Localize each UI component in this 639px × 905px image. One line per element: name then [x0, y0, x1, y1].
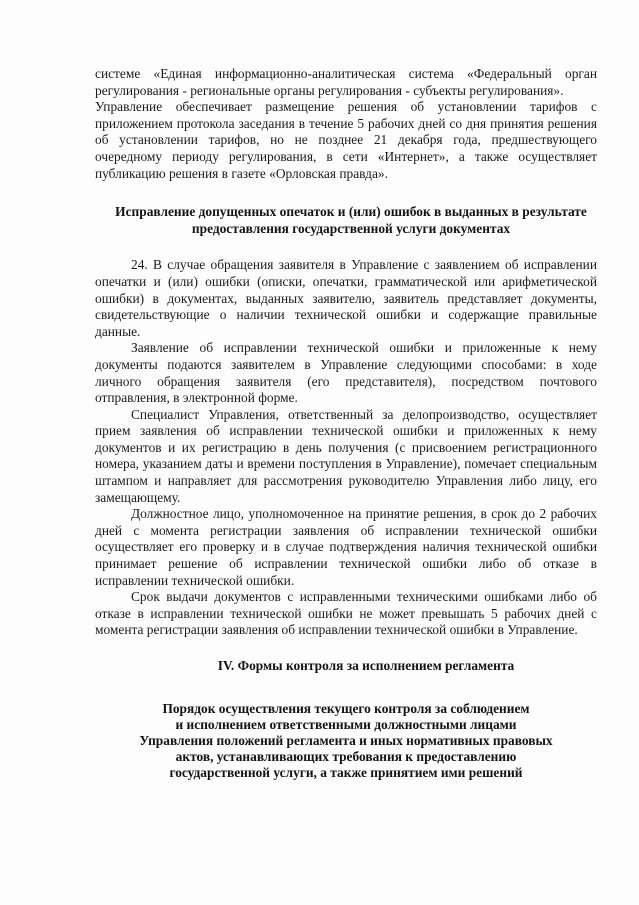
document-body	[95, 66, 597, 782]
section-heading-control-forms: IV. Формы контроля за исполнением регламента	[217, 658, 515, 673]
heading-line: Управления положений регламента и иных нормативных правовых	[139, 733, 553, 748]
body-paragraph: 24. В случае обращения заявителя в Управление с заявлением об исправлении опечатки и (или) ошибки (описки, опечатки, грамматической или арифметической ошибки) в документах, выданных заявителю, заявитель представляет документы, свидетельствующие о наличии технической ошибки и содержащие правильные данные.	[95, 257, 597, 339]
heading-line: и исполнением ответственными должностными лицами	[175, 716, 517, 732]
body-paragraph: Управление обеспечивает размещение решения об установлении тарифов с приложением протокола заседания в течение 5 рабочих дней со дня принятия решения об установлении тарифов, но не позднее 21 декабря года, предшествующего очередному периоду регулирования, в сети «Интернет», а также осуществляет публикацию решения в газете «Орловская правда».	[95, 99, 597, 181]
heading-line: государственной услуги, а также принятием ими решений	[169, 765, 523, 781]
body-paragraph: Должностное лицо, уполномоченное на принятие решения, в срок до 2 рабочих дней с момента регистрации заявления об исправлении технической ошибки осуществляет его проверку и в случае подтверждения наличия технической ошибки принимает решение об исправлении технической ошибки либо об отказе в исправлении технической ошибки.	[95, 506, 597, 588]
body-paragraph: Заявление об исправлении технической ошибки и приложенные к нему документы подаются заявителем в Управление следующими способами: в ходе личного обращения заявителя (его представителя), посредством почтового отправления, в электронной форме.	[95, 340, 597, 406]
section-heading-corrections: Исправление допущенных опечаток и (или) ошибок в выданных в результате предоставления государственной услуги документах	[115, 204, 587, 236]
body-paragraph: системе «Единая информационно-аналитическая система «Федеральный орган регулирования - региональные органы регулирования - субъекты регулирования».	[95, 66, 597, 98]
body-paragraph: Специалист Управления, ответственный за делопроизводство, осуществляет прием заявления об исправлении технической ошибки и приложенных к нему документов и их регистрацию в день получения (с присвоением регистрационного номера, указанием даты и времени поступления в Управление), помечает специальным штампом и направляет для рассмотрения руководителю Управления либо лицу, его замещающему.	[95, 406, 597, 505]
heading-line: Порядок осуществления текущего контроля за соблюдением	[162, 700, 530, 716]
heading-line: актов, устанавливающих требования к предоставлению	[175, 749, 517, 765]
subsection-heading-current-control	[95, 701, 597, 782]
body-paragraph: Срок выдачи документов с исправленными техническими ошибками либо об отказе в исправлении технической ошибки не может превышать 5 рабочих дней с момента регистрации заявления об исправлении технической ошибки в Управление.	[95, 589, 597, 638]
